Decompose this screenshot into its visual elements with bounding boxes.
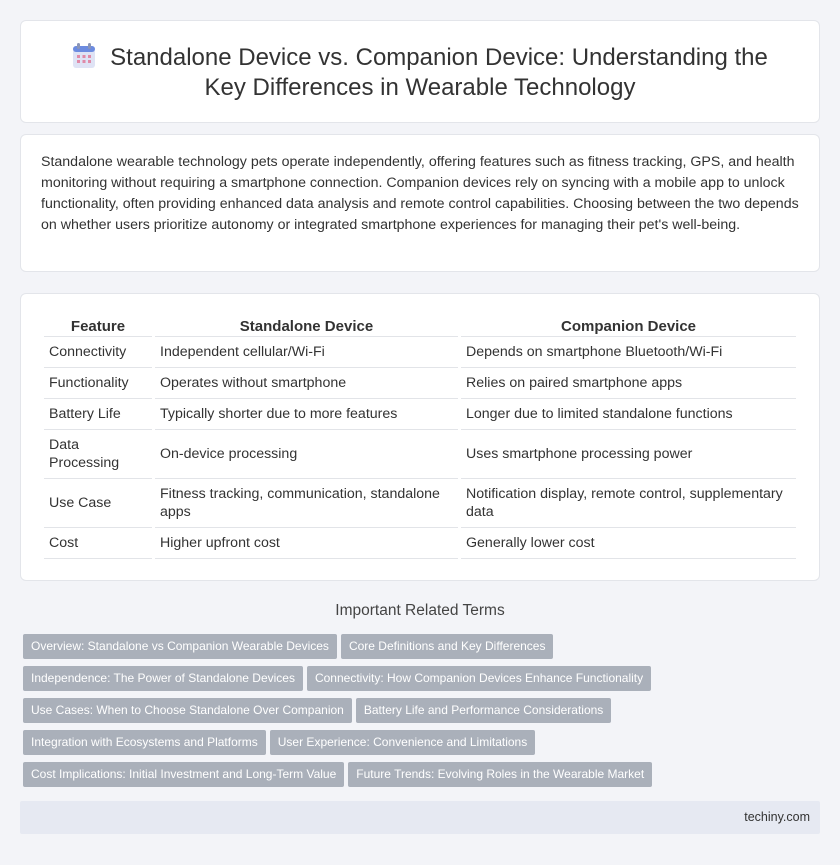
intro-card [20,134,820,272]
calendar-icon [72,43,96,69]
table-cell-feature: Battery Life [44,399,152,430]
table-row [44,368,796,399]
related-terms-list [23,634,823,794]
comparison-table-card [20,293,820,581]
table-cell-standalone: Independent cellular/Wi-Fi [155,337,458,368]
header-companion: Companion Device [461,315,796,337]
related-term-tag[interactable]: Battery Life and Performance Considerations [356,698,611,723]
related-term-tag[interactable]: Independence: The Power of Standalone Devices [23,666,303,691]
table-cell-feature: Connectivity [44,337,152,368]
header-card [20,20,820,123]
table-cell-standalone: On-device processing [155,430,458,479]
table-cell-standalone: Fitness tracking, communication, standalone apps [155,479,458,528]
footer-bar [20,801,820,834]
table-cell-companion: Uses smartphone processing power [461,430,796,479]
related-term-tag[interactable]: User Experience: Convenience and Limitations [270,730,535,755]
page-title-row [21,43,819,103]
table-cell-companion: Longer due to limited standalone functions [461,399,796,430]
comparison-table [41,315,799,559]
footer-site-link[interactable]: techiny.com [744,810,810,824]
related-term-tag[interactable]: Future Trends: Evolving Roles in the Wearable Market [348,762,652,787]
related-term-tag[interactable]: Overview: Standalone vs Companion Wearable Devices [23,634,337,659]
table-row [44,479,796,528]
table-cell-feature: Cost [44,528,152,559]
related-term-tag[interactable]: Use Cases: When to Choose Standalone Over Companion [23,698,352,723]
table-cell-feature: Use Case [44,479,152,528]
table-row [44,337,796,368]
table-row [44,430,796,479]
intro-paragraph: Standalone wearable technology pets operate independently, offering features such as fitness tracking, GPS, and health monitoring without requiring a smartphone connection. Companion devices rely on syncing with a mobile app to unlock functionality, often providing enhanced data analysis and remote control capabilities. Choosing between the two depends on whether users prioritize autonomy or integrated smartphone experiences for managing their pet's well-being. [41,154,799,233]
table-cell-feature: Data Processing [44,430,152,479]
table-cell-standalone: Operates without smartphone [155,368,458,399]
table-row [44,399,796,430]
table-cell-standalone: Higher upfront cost [155,528,458,559]
table-cell-companion: Generally lower cost [461,528,796,559]
table-cell-companion: Notification display, remote control, supplementary data [461,479,796,528]
related-term-tag[interactable]: Integration with Ecosystems and Platforms [23,730,266,755]
table-row [44,528,796,559]
table-cell-companion: Relies on paired smartphone apps [461,368,796,399]
related-term-tag[interactable]: Connectivity: How Companion Devices Enhance Functionality [307,666,651,691]
table-cell-feature: Functionality [44,368,152,399]
header-feature: Feature [44,315,152,337]
table-cell-standalone: Typically shorter due to more features [155,399,458,430]
related-term-tag[interactable]: Cost Implications: Initial Investment and Long-Term Value [23,762,344,787]
page-title: Standalone Device vs. Companion Device: Understanding the Key Differences in Wearable Technology [110,44,768,101]
table-header-row [44,315,796,337]
related-term-tag[interactable]: Core Definitions and Key Differences [341,634,554,659]
header-standalone: Standalone Device [155,315,458,337]
table-cell-companion: Depends on smartphone Bluetooth/Wi-Fi [461,337,796,368]
related-terms-title: Important Related Terms [335,602,505,619]
